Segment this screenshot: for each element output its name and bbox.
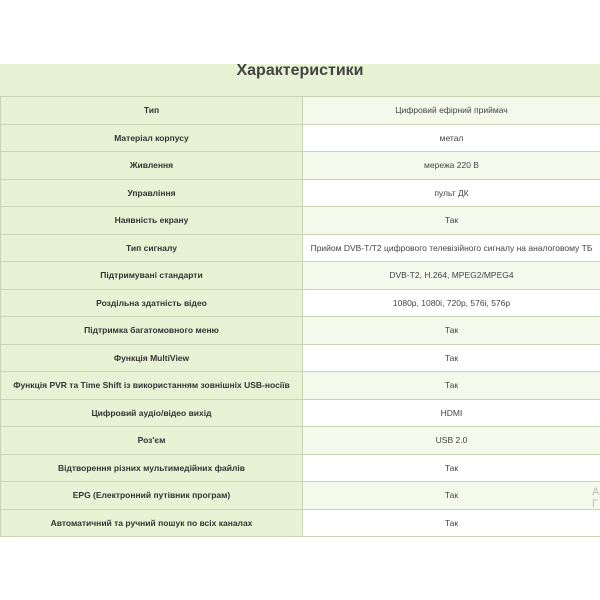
specs-table bbox=[0, 96, 600, 537]
spec-value: мережа 220 В bbox=[303, 152, 600, 180]
spec-value: HDMI bbox=[303, 399, 600, 427]
spec-label: Підтримувані стандарти bbox=[1, 262, 303, 290]
spec-row bbox=[1, 372, 600, 400]
spec-value: Так bbox=[303, 454, 600, 482]
spec-row bbox=[1, 152, 600, 180]
spec-value: Так bbox=[303, 482, 600, 510]
spec-label: Функція MultiView bbox=[1, 344, 303, 372]
spec-value: Так bbox=[303, 509, 600, 537]
specs-title: Характеристики bbox=[0, 64, 600, 96]
spec-row bbox=[1, 262, 600, 290]
spec-label: Управління bbox=[1, 179, 303, 207]
spec-label: Функція PVR та Time Shift із використанням зовнішніх USB-носіїв bbox=[1, 372, 303, 400]
spec-value: DVB-T2, H.264, MPEG2/MPEG4 bbox=[303, 262, 600, 290]
spec-value: Цифровий ефірний приймач bbox=[303, 97, 600, 125]
spec-label: EPG (Електронний путівник програм) bbox=[1, 482, 303, 510]
spec-value: метал bbox=[303, 124, 600, 152]
spec-label: Живлення bbox=[1, 152, 303, 180]
spec-label: Цифровий аудіо/відео вихід bbox=[1, 399, 303, 427]
spec-value: Прийом DVB-T/T2 цифрового телевізійного сигналу на аналоговому ТБ bbox=[303, 234, 600, 262]
spec-label: Підтримка багатомовного меню bbox=[1, 317, 303, 345]
spec-label: Наявність екрану bbox=[1, 207, 303, 235]
spec-value: Так bbox=[303, 207, 600, 235]
spec-label: Тип сигналу bbox=[1, 234, 303, 262]
spec-row bbox=[1, 289, 600, 317]
spec-label: Автоматичний та ручний пошук по всіх каналах bbox=[1, 509, 303, 537]
spec-value: Так bbox=[303, 317, 600, 345]
spec-row bbox=[1, 454, 600, 482]
spec-row bbox=[1, 317, 600, 345]
specs-table-body bbox=[1, 97, 600, 537]
spec-value: 1080p, 1080i, 720p, 576i, 576p bbox=[303, 289, 600, 317]
spec-label: Матеріал корпусу bbox=[1, 124, 303, 152]
spec-row bbox=[1, 179, 600, 207]
spec-row bbox=[1, 97, 600, 125]
spec-value: Так bbox=[303, 372, 600, 400]
edge-glyph-text bbox=[592, 486, 599, 510]
spec-row bbox=[1, 207, 600, 235]
spec-row bbox=[1, 427, 600, 455]
spec-label: Відтворення різних мультимедійних файлів bbox=[1, 454, 303, 482]
spec-row bbox=[1, 399, 600, 427]
spec-row bbox=[1, 509, 600, 537]
spec-row bbox=[1, 344, 600, 372]
spec-row bbox=[1, 482, 600, 510]
spec-row bbox=[1, 234, 600, 262]
spec-label: Роздільна здатність відео bbox=[1, 289, 303, 317]
spec-row bbox=[1, 124, 600, 152]
edge-glyph-1: А bbox=[592, 486, 600, 498]
spec-label: Тип bbox=[1, 97, 303, 125]
spec-value: пульт ДК bbox=[303, 179, 600, 207]
spec-label: Роз'єм bbox=[1, 427, 303, 455]
edge-glyph-2: Г bbox=[592, 498, 598, 510]
spec-value: USB 2.0 bbox=[303, 427, 600, 455]
specs-section bbox=[0, 64, 600, 537]
spec-value: Так bbox=[303, 344, 600, 372]
